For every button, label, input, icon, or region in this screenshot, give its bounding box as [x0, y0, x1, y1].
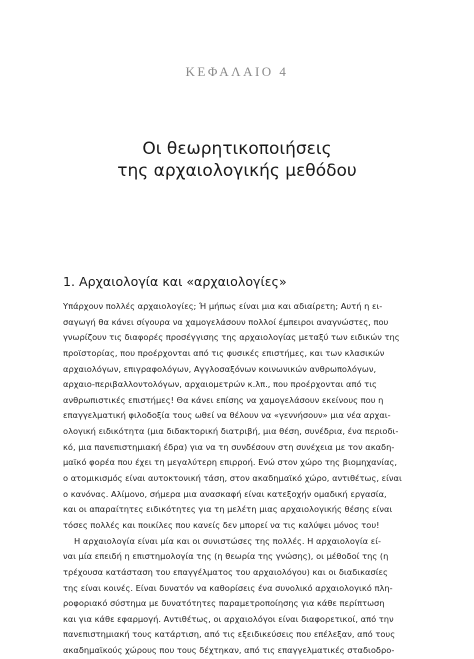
chapter-title: [0, 138, 474, 182]
text-line: ανθρωπιστικές επιστήμες! Θα κάνει επίσης να χαμογελάσουν εκείνους που η: [63, 394, 384, 405]
text-line: γνωρίζουν τις διαφορές προσέγγισης της αρχαιολογίας μεταξύ των ειδικών της: [63, 332, 400, 343]
body-text: [63, 299, 411, 659]
text-line: πανεπιστημιακή τους κατάρτιση, από τις εξειδικεύσεις που επέλεξαν, από τους: [63, 629, 396, 640]
paragraph: [63, 299, 411, 534]
paragraph: [63, 534, 411, 659]
text-line: ο ατομικισμός είναι αυτοκτονική τάση, στον ακαδημαϊκό χώρο, αντιθέτως, είναι: [63, 473, 402, 484]
chapter-title-line: Οι θεωρητικοποιήσεις: [142, 139, 332, 159]
text-line: μαϊκό φορέα που έχει τη μεγαλύτερη επιρροή. Ενώ στον χώρο της βιομηχανίας,: [63, 457, 398, 468]
text-line: σαγωγή θα κάνει σίγουρα να χαμογελάσουν πολλοί έμπειροι αναγνώστες, που: [63, 316, 389, 327]
text-line: ολογική ειδικότητα (μια διδακτορική διατριβή, μια θέση, συνέδρια, ένα περιοδι-: [63, 426, 399, 437]
text-line: προϊστορίας, που προέρχονται από τις φυσικές επιστήμες, και των κλασικών: [63, 347, 385, 358]
text-line: και για κάθε εφαρμογή. Αντιθέτως, οι αρχαιολόγοι είναι διαφορετικοί, από την: [63, 613, 394, 624]
text-line: ναι μία επειδή η επιστημολογία της (η θεωρία της γνώσης), οι μέθοδοί της (η: [63, 551, 389, 562]
text-line: τόσες πολλές και ποικίλες που κανείς δεν μπορεί να τις καλύψει μόνος του!: [63, 519, 380, 530]
chapter-label: ΚΕΦΑΛΑΙΟ 4: [185, 64, 289, 79]
text-line: αρχαιο-περιβαλλοντολόγων, αρχαιομετρών κ.λπ., που προέρχονται από τις: [63, 379, 377, 390]
text-line: αρχαιολόγων, επιγραφολόγων, Αγγλοσαξόνων κοινωνικών ανθρωπολόγων,: [63, 363, 377, 374]
text-line: Η αρχαιολογία είναι μία και οι συνιστώσες της πολλές. Η αρχαιολογία εί-: [74, 535, 382, 546]
text-line: ακαδημαϊκούς χώρους που τους δέχτηκαν, από τις επαγγελματικές σταδιοδρο-: [63, 645, 395, 656]
text-line: της είναι κοινές. Είναι δυνατόν να καθορίσεις ένα συνολικό αρχαιολογικό πλη-: [63, 582, 393, 593]
text-line: ο κανόνας. Αλίμονο, σήμερα μια ανασκαφή είναι κατεξοχήν ομαδική εργασία,: [63, 488, 387, 499]
text-line: τρέχουσα κατάσταση του επαγγέλματος του αρχαιολόγου) και οι διαδικασίες: [63, 566, 388, 577]
text-line: και οι απαραίτητες ειδικότητες για τη μελέτη μιας αρχαιολογικής θέσης είναι: [63, 504, 393, 515]
text-line: Υπάρχουν πολλές αρχαιολογίες; Ή μήπως είναι μια και αδιαίρετη; Αυτή η ει-: [63, 301, 383, 311]
section-heading: 1. Αρχαιολογία και «αρχαιολογίες»: [63, 274, 287, 289]
text-line: κό, μια πανεπιστημιακή έδρα) για να τη συνδέσουν στη συνέχεια με τον ακαδη-: [63, 441, 395, 452]
text-line: επαγγελματική φιλοδοξία τους ωθεί να θέλουν να «γεννήσουν» μια νέα αρχαι-: [63, 410, 391, 421]
text-line: ροφοριακό σύστημα με δυνατότητες παραμετροποίησης για κάθε περίπτωση: [63, 598, 385, 609]
chapter-title-line: της αρχαιολογικής μεθόδου: [117, 161, 357, 181]
